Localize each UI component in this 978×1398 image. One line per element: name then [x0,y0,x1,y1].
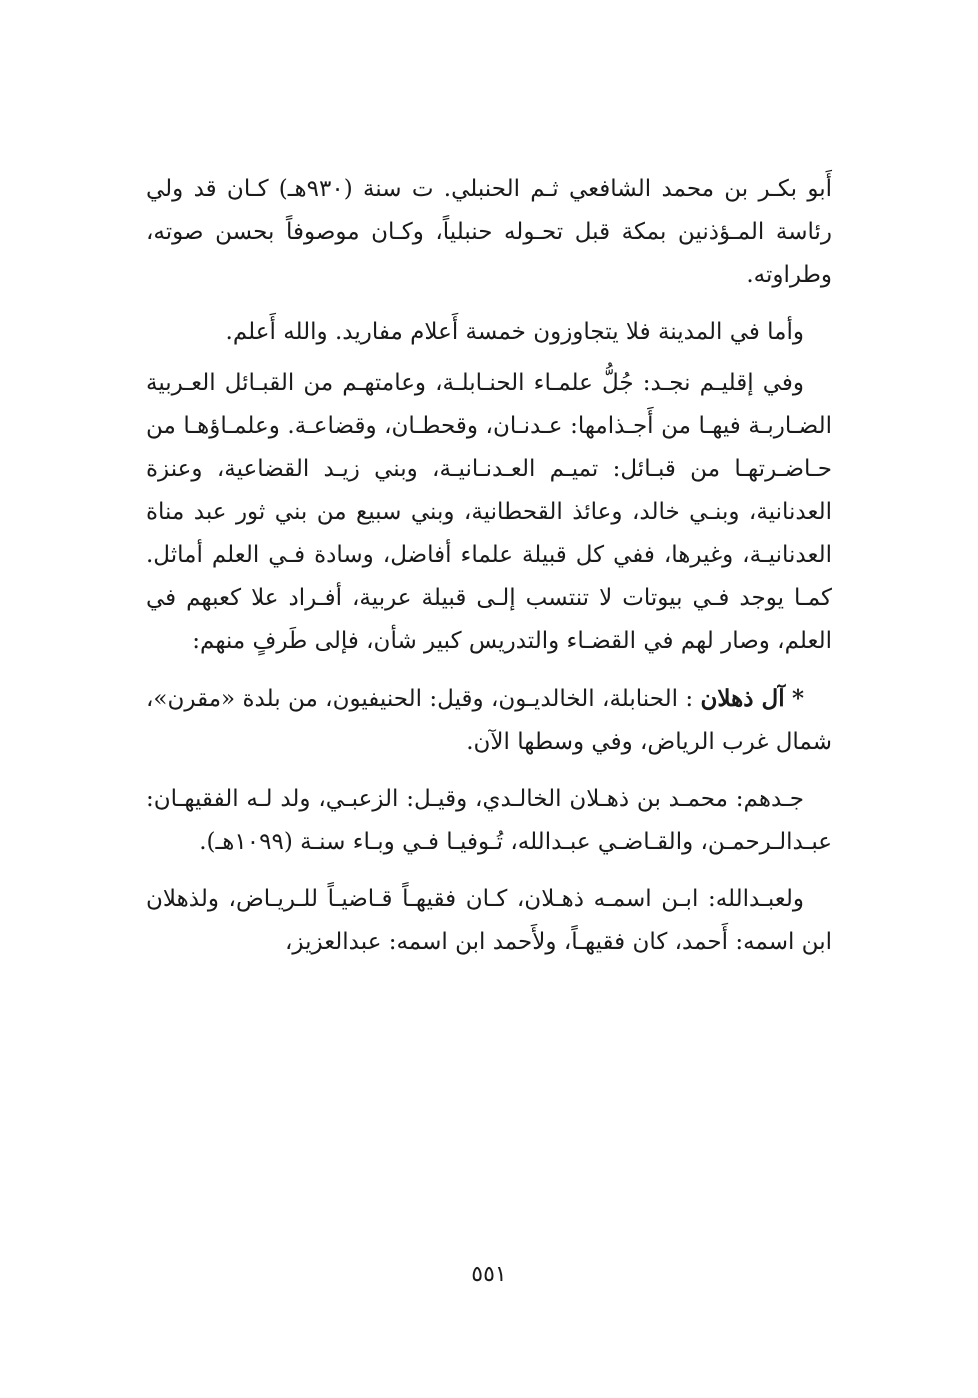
paragraph-abu-bakr: أَبو بكـر بن محمد الشافعي ثـم الحنبلي. ت سنة (٩٣٠هـ) كـان قد ولي رئاسة المـؤذنين بمكة قبل تحـوله حنبلياً، وكـان موصوفاً بحسن صوته، وطراوته. [146,176,832,288]
paragraph-descendants: ولعبـدالله: ابـن اسمـه ذهـلان، كـان فقيهـاً قـاضيـاً للـريـاض، ولذهلان ابن اسمه: أَحمد، كان فقيهـاً، ولأَحمد ابن اسمه: عبدالعزيز، [146,886,832,955]
paragraph-ancestor: جـدهم: محمـد بن ذهـلان الخالـدي، وقيـل: الزعبـي، ولد لـه الفقيهـان: عبـدالـرحمـن، والقـاضـي عبـدالله، تُـوفيـا فـي وبـاء سنـة (١٠٩٩هـ). [146,786,832,855]
asterisk-marker: * [792,685,805,712]
paragraph-madinah: وأما في المدينة فلا يتجاوزون خمسة أَعلام مفاريد. والله أَعلم. [225,319,804,345]
family-name-heading: آل ذهلان [700,685,785,712]
paragraph-al-dhahlan [146,677,832,764]
paragraph-najd: وفي إقليـم نجـد: جُلُّ علمـاء الحنـابلـة، وعامتهـم من القبـائل العـربية الضـاربـة فيهـا من أَجـذامها: عـدنـان، وقحطـان، وقضاعـة. وعلمـاؤهـا من حـاضـرتهـا من قبـائل: تميـم العـدنـانيـة، وبني زيـد القضاعية، وعنزة العدنانية، وبنـي خالد، وعائذ القحطانية، وبني سبيع من بني ثور عبد مناة العدنانيـة، وغيرها، ففي كل قبيلة علماء أفاضل، وسادة فـي العلم أماثل. كمـا يوجد فـي بيوتات لا تنتسب إلـى قبيلة عربية، أفـراد علا كعبهم في العلم، وصار لهم في القضـاء والتدريس كبير شأن، فإلى طَرفٍ منهم: [146,370,832,654]
page-number: ٥٥١ [471,1262,507,1287]
family-description: : الحنابلة، الخالديـون، وقيل: الحنيفيون، من بلدة «مقرن»، شمال غرب الرياض، وفي وسطها الآن. [146,686,832,755]
body-text [146,168,832,964]
